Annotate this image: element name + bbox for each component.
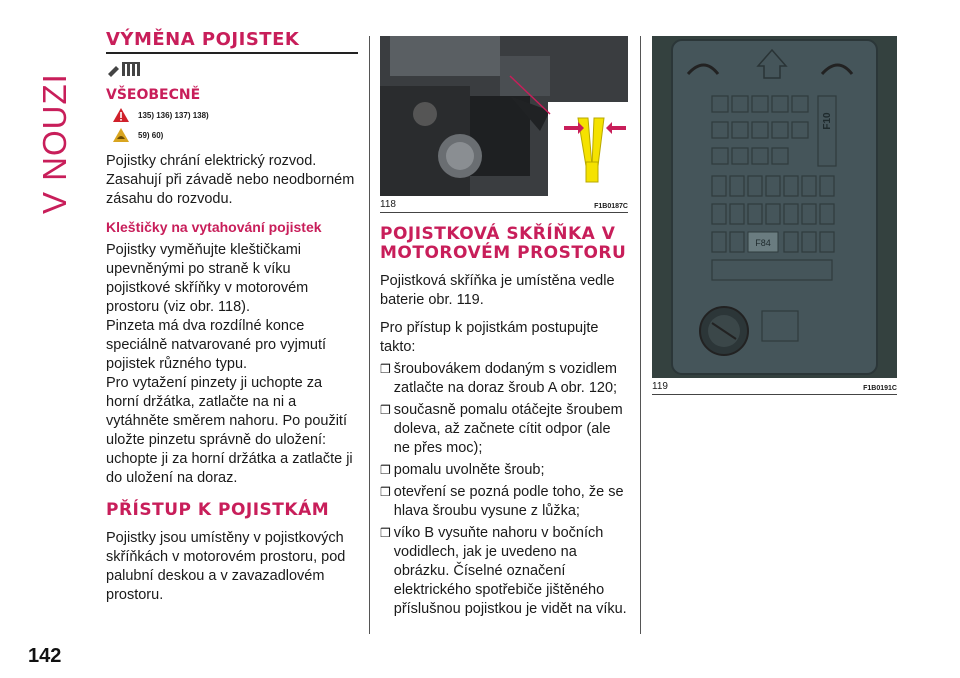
step-text: současně pomalu otáčejte šroubem doleva, až začnete cítit odpor (ale ne přes moc); bbox=[393, 402, 623, 456]
title-rule bbox=[106, 52, 358, 54]
warning-refs: 135) 136) 137) 138) bbox=[138, 110, 209, 120]
figure-119-caption bbox=[652, 381, 897, 392]
figure-118-caption bbox=[380, 199, 628, 210]
list-item bbox=[380, 524, 628, 619]
warning-triangle-icon bbox=[112, 107, 130, 123]
list-item bbox=[380, 483, 628, 521]
fuse-box-heading: POJISTKOVÁ SKŘÍŇKA V MOTOROVÉM PROSTORU bbox=[380, 224, 627, 263]
tweezers-paragraph-3: Pro vytažení pinzety ji uchopte za horní držátka, zatlačte na ni a vytáhněte směrem nahoru. Po použití uložte pinzetu správně do uložení: uchopte ji za horní držátka a zatlačte ji do uložení na doraz. bbox=[106, 375, 353, 486]
column-2 bbox=[380, 36, 628, 619]
list-item bbox=[380, 461, 628, 480]
section-side-tab bbox=[28, 18, 78, 228]
tweezers-heading: Kleštičky na vytahování pojistek bbox=[106, 219, 322, 235]
fuse-label-f84: F84 bbox=[755, 238, 771, 248]
figure-118-rule bbox=[380, 212, 628, 213]
tweezers-paragraph-1: Pojistky vyměňujte kleštičkami upevněnými po straně k víku pojistkové skříňky v motorovém prostoru (viz obr. 118). bbox=[106, 242, 309, 315]
figure-119-rule bbox=[652, 394, 897, 395]
fuse-label-f10: F10 bbox=[822, 112, 833, 130]
tool-icon bbox=[106, 60, 146, 78]
fuse-box-illustration bbox=[652, 36, 897, 378]
figure-118-code: F1B0187C bbox=[594, 203, 628, 210]
steps-list bbox=[380, 360, 628, 619]
caution-triangle-icon bbox=[112, 127, 130, 143]
step-text: víko B vysuňte nahoru v bočních vodidlech, jak je uvedeno na obrázku. Číselné označení elektrického spotřebiče jištěného příslušnou pojistkou je vidět na víku. bbox=[393, 525, 627, 617]
side-tab-label: V NOUZI bbox=[36, 73, 73, 214]
bullet-box-icon: ❒ bbox=[380, 403, 391, 417]
engine-bay-illustration bbox=[380, 36, 628, 196]
bullet-box-icon: ❒ bbox=[380, 463, 391, 477]
step-text: šroubovákem dodaným s vozidlem zatlačte na doraz šroub A obr. 120; bbox=[393, 361, 618, 396]
page-title: VÝMĚNA POJISTEK bbox=[106, 29, 300, 50]
general-heading: VŠEOBECNĚ bbox=[106, 87, 201, 103]
list-item bbox=[380, 360, 628, 398]
column-divider-1 bbox=[369, 36, 370, 634]
access-heading: PŘÍSTUP K POJISTKÁM bbox=[106, 500, 330, 520]
bullet-box-icon: ❒ bbox=[380, 485, 391, 499]
figure-118-number: 118 bbox=[380, 199, 396, 210]
bullet-box-icon: ❒ bbox=[380, 526, 391, 540]
figure-119-fuse-box bbox=[652, 36, 897, 378]
step-text: otevření se pozná podle toho, že se hlava šroubu vysune z lůžka; bbox=[393, 484, 624, 519]
caution-refs: 59) 60) bbox=[138, 130, 164, 140]
fuse-box-paragraph-2: Pro přístup k pojistkám postupujte takto: bbox=[380, 320, 599, 355]
access-paragraph: Pojistky jsou umístěny v pojistkových skříňkách v motorovém prostoru, pod palubní deskou a v zavazadlovém prostoru. bbox=[106, 530, 346, 603]
bullet-box-icon: ❒ bbox=[380, 362, 391, 376]
figure-118-engine-bay bbox=[380, 36, 628, 196]
warning-refs-row bbox=[112, 107, 358, 123]
column-3 bbox=[652, 36, 897, 395]
figure-119-number: 119 bbox=[652, 381, 668, 392]
list-item bbox=[380, 401, 628, 458]
tweezers-paragraph-2: Pinzeta má dva rozdílné konce speciálně natvarované pro vyjmutí pojistek různého typu. bbox=[106, 318, 327, 372]
figure-119-code: F1B0191C bbox=[863, 385, 897, 392]
step-text: pomalu uvolněte šroub; bbox=[393, 462, 545, 478]
intro-paragraph: Pojistky chrání elektrický rozvod. Zasahují při závadě nebo neodborném zásahu do rozvodu. bbox=[106, 153, 355, 207]
caution-refs-row bbox=[112, 127, 358, 143]
fuse-box-paragraph-1: Pojistková skříňka je umístěna vedle baterie obr. 119. bbox=[380, 273, 615, 308]
page-number: 142 bbox=[28, 645, 62, 667]
column-1 bbox=[106, 30, 358, 605]
column-divider-2 bbox=[640, 36, 641, 634]
